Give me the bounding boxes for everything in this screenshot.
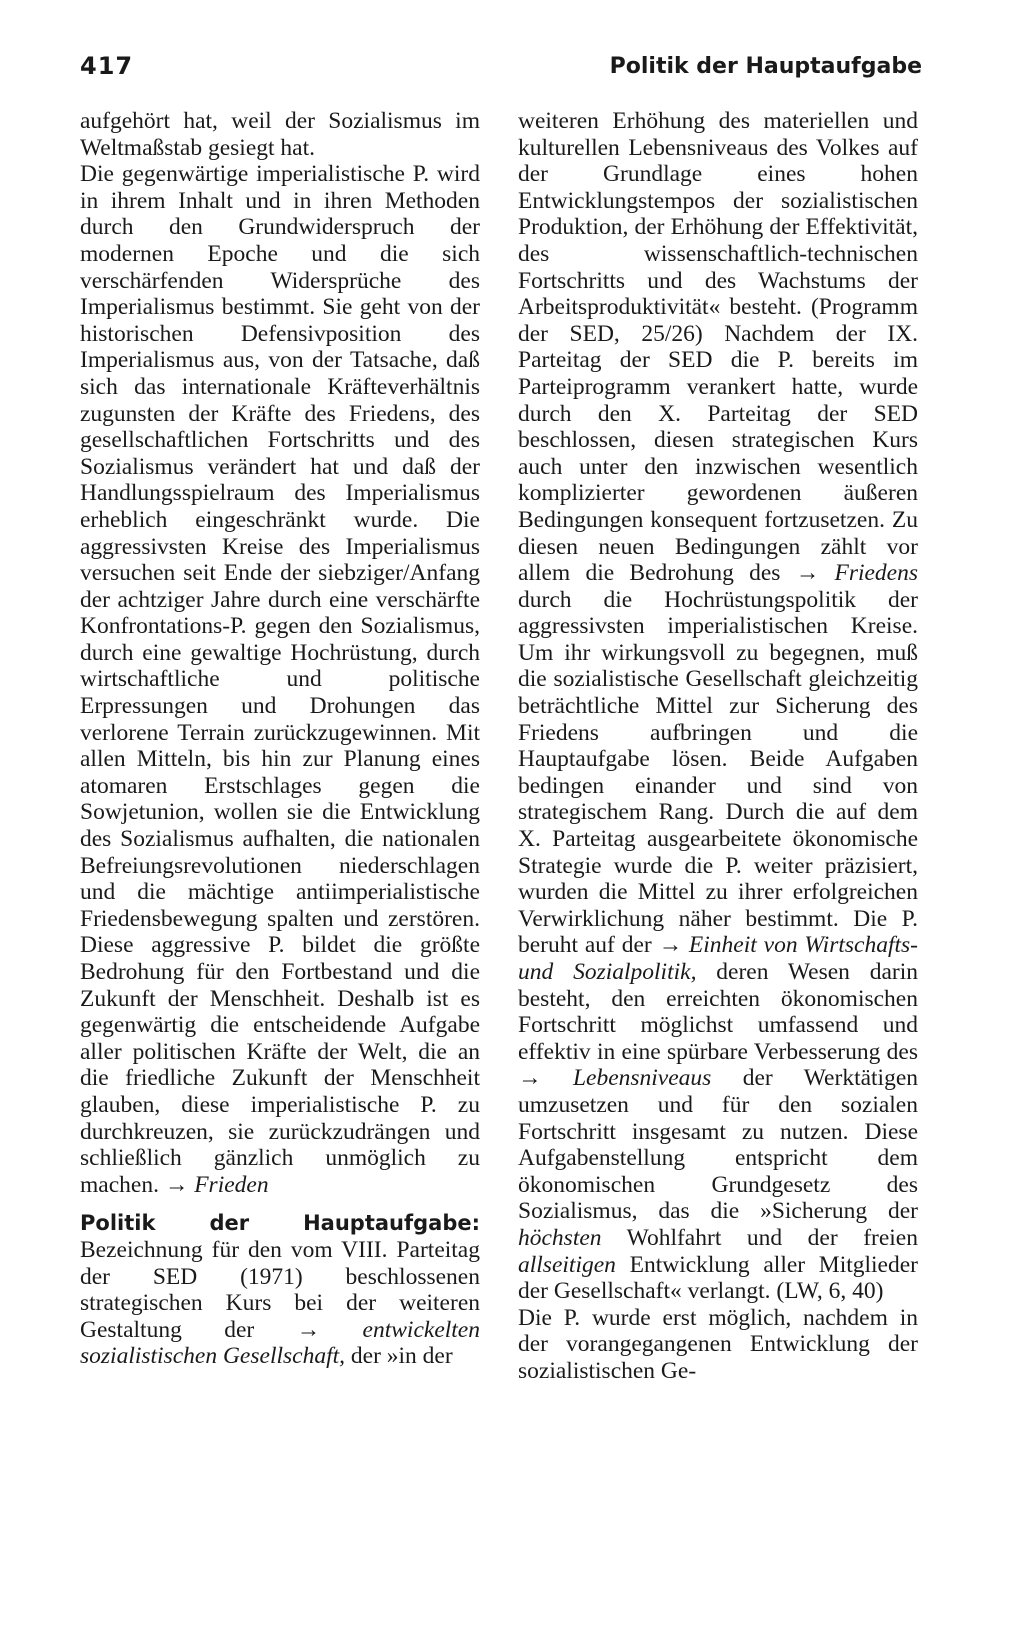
text-run: der »in der (350, 1343, 453, 1370)
entry-lemma: Politik der Hauptaufgabe: (80, 1211, 480, 1236)
text-run: Bezeichnung für den vom VIII. Parteitag der SED (1971) beschlossenen strategischen Kurs bei der weiteren Gestaltung der (80, 1236, 480, 1343)
text-run: Wohlfahrt und der freien (626, 1224, 918, 1251)
text-run: Die P. wurde erst möglich, nachdem in der vorangegangenen Entwicklung der sozialistischen Ge- (518, 1304, 918, 1384)
page-number: 417 (80, 52, 134, 80)
cross-reference-arrow: → (795, 560, 820, 587)
cross-reference-arrow: → (296, 1316, 321, 1343)
text-run: der Werktätigen umzusetzen und für den sozialen Fortschritt insgesamt zu nutzen. Diese Aufgabenstellung entspricht dem ökonomischen Grundgesetz des Sozialismus, das die »Sicherung der (518, 1065, 919, 1225)
right-column (518, 108, 918, 1385)
emphasis-allseitigen: allseitigen (518, 1251, 616, 1278)
text-run: Entwicklung aller Mitglieder der Gesellschaft« verlangt. (LW, 6, 40) (518, 1251, 918, 1305)
paragraph-hauptaufgabe (518, 108, 918, 1305)
cross-reference-arrow: → (518, 1065, 542, 1092)
emphasis-hoechsten: höchsten (518, 1224, 602, 1251)
cross-reference-entwickelte-gesellschaft[interactable]: entwickelten sozialistischen Gesellschaft, (80, 1316, 480, 1370)
cross-reference-lebensniveaus[interactable]: Lebensniveaus (572, 1065, 712, 1092)
paragraph-continuation (80, 108, 480, 161)
paragraph-imperialist-politics (80, 161, 480, 1198)
text-run: weiteren Erhöhung des materiellen und kulturellen Lebensniveaus des Volkes auf der Grundlage eines hohen Entwicklungstempos der sozialistischen Produktion, der Erhöhung der Effektivität, des wissenschaftlich-technischen Fortschritts und des Wachstums der Arbeitsproduktivität« besteht. (Programm der SED, 25/26) Nachdem der IX. Parteitag der SED die P. bereits im Parteiprogramm verankert hatte, wurde durch den X. Parteitag der SED beschlossen, diesen strategischen Kurs auch unter den inzwischen wesentlich komplizierter gewordenen äußeren Bedingungen konsequent fortzusetzen. Zu diesen neuen Bedingungen zählt vor allem die Bedrohung des (518, 108, 918, 587)
left-column (80, 108, 480, 1370)
text-run: aufgehört hat, weil der Sozialismus im Weltmaßstab gesiegt hat. (80, 108, 480, 161)
text-run: Die gegenwärtige imperialistische P. wird in ihrem Inhalt und in ihren Methoden durch den Grundwiderspruch der modernen Epoche und die sich verschärfenden Widersprüche des Imperialismus bestimmt. Sie geht von der historischen Defensivposition des Imperialismus aus, von der Tatsache, daß sich das internationale Kräfteverhältnis zugunsten der Kräfte des Friedens, des gesellschaftlichen Fortschritts und des Sozialismus verändert hat und daß der Handlungsspielraum des Imperialismus erheblich eingeschränkt wurde. Die aggressivsten Kreise des Imperialismus versuchen seit Ende der siebziger/Anfang der achtziger Jahre durch eine verschärfte Konfrontations-P. gegen den Sozialismus, durch eine gewaltige Hochrüstung, durch wirtschaftliche und politische Erpressungen und Drohungen das verlorene Terrain zurückzugewinnen. Mit allen Mitteln, bis hin zur Planung eines atomaren Erstschlages gegen die Sowjetunion, wollen sie die Entwicklung des Sozialismus aufhalten, die nationalen Befreiungsrevolutionen niederschlagen und die mächtige antiimperialistische Friedensbewegung spalten und zerstören. Diese aggressive P. bildet die größte Bedrohung für den Fortbestand und die Zukunft der Menschheit. Deshalb ist es gegenwärtig die entscheidende Aufgabe aller politischen Kräfte der Welt, die an die friedliche Zukunft der Menschheit glauben, diese imperialistische P. zu durchkreuzen, sie zurückzudrängen und schließlich gänzlich unmöglich zu machen. (80, 161, 480, 1198)
cross-reference-einheit-wirtschafts-sozialpolitik[interactable]: Einheit von Wirtschafts- und Sozialpolitik, (518, 932, 918, 985)
dictionary-entry (80, 1210, 480, 1370)
cross-reference-arrow: → (164, 1171, 189, 1198)
text-run: durch die Hochrüstungspolitik der aggressivsten imperialistischen Kreise. Um ihr wirkungsvoll zu begegnen, muß die sozialistische Gesellschaft gleichzeitig beträchtliche Mittel zur Sicherung des Friedens aufbringen und die Hauptaufgabe lösen. Beide Aufgaben bedingen einander und sind von strategischem Rang. Durch die auf dem X. Parteitag ausgearbeitete ökonomische Strategie wurde die P. weiter präzisiert, wurden die Mittel zu ihrer erfolgreichen Verwirklichung näher bestimmt. Die P. beruht auf der (518, 586, 918, 959)
cross-reference-friedens[interactable]: Friedens (834, 560, 919, 587)
text-run: deren Wesen darin besteht, den erreichten ökonomischen Fortschritt möglichst umfassend und effektiv in eine spürbare Verbesserung des (518, 959, 919, 1065)
cross-reference-frieden[interactable]: Frieden (194, 1171, 269, 1198)
cross-reference-arrow: → (658, 932, 683, 959)
running-head: Politik der Hauptaufgabe (609, 54, 922, 79)
paragraph-history (518, 1305, 918, 1385)
